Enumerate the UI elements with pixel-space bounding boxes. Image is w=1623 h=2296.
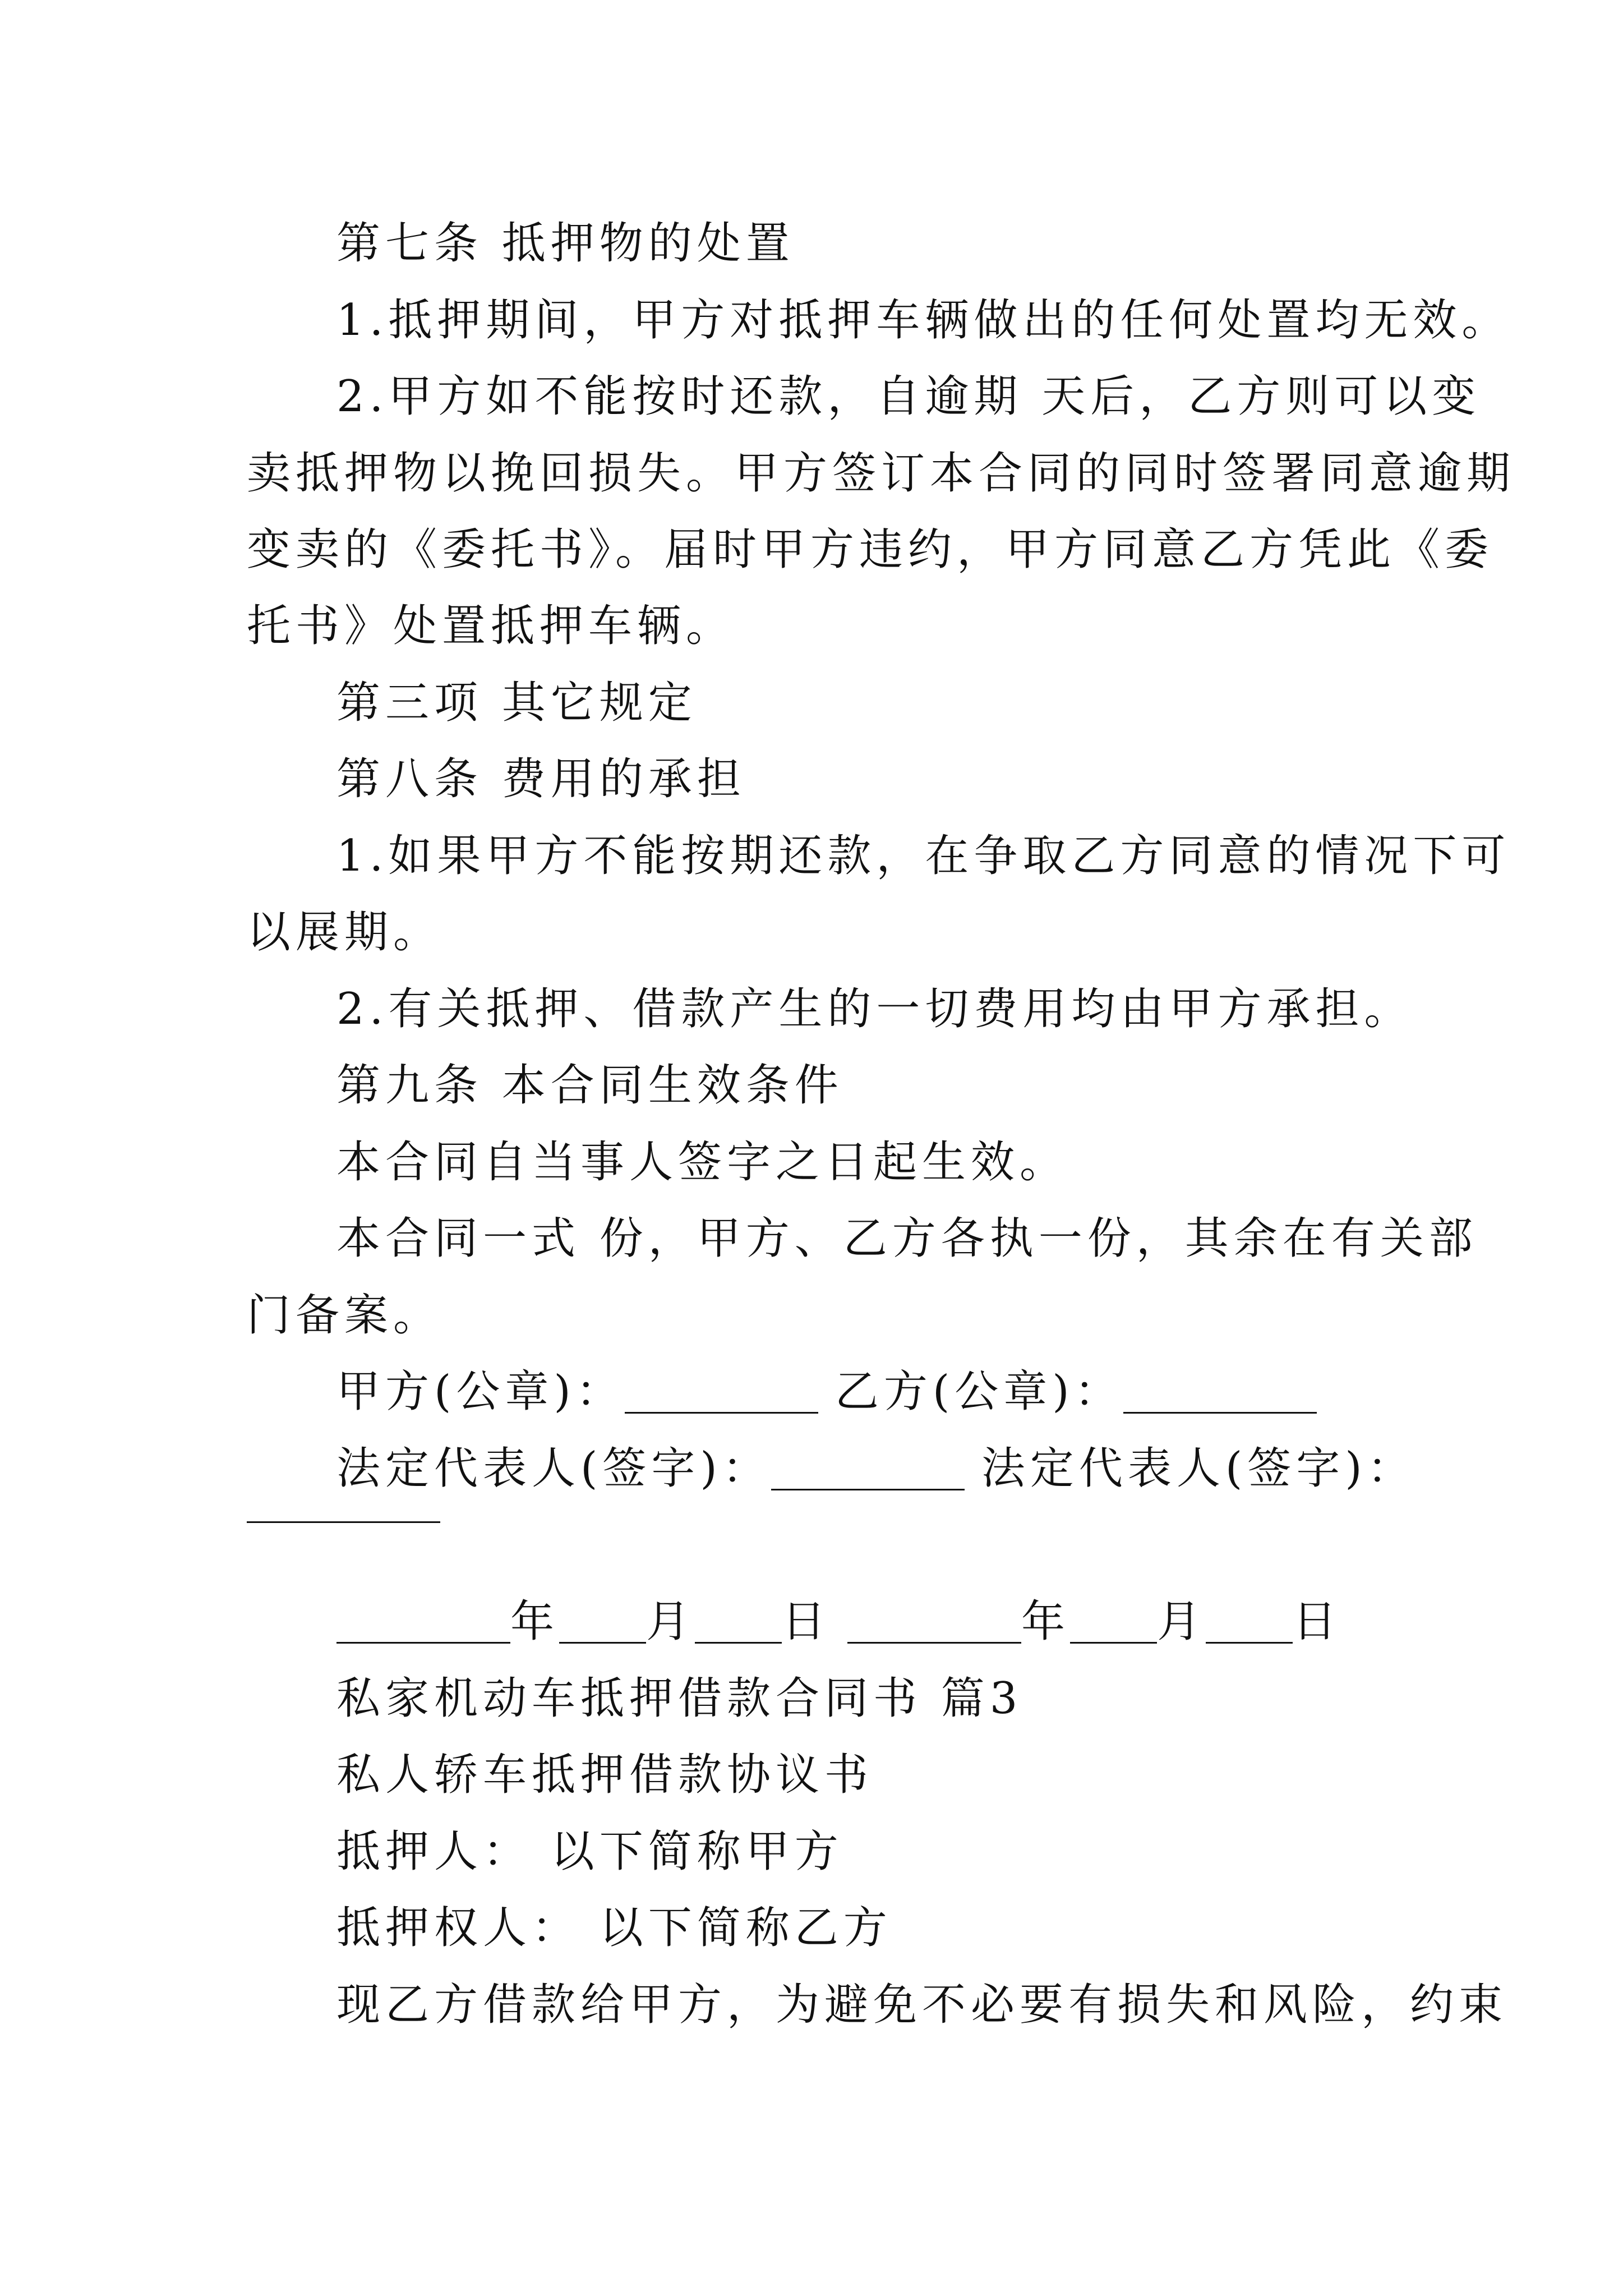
paragraph: 变卖的《委托书》。届时甲方违约，甲方同意乙方凭此《委 — [247, 524, 1494, 575]
party-a-seal-label: 甲方(公章)： — [336, 1366, 625, 1417]
date-row — [247, 1596, 1376, 1647]
contract-title: 私家机动车抵押借款合同书 篇3 — [336, 1673, 1023, 1724]
paragraph: 门备案。 — [247, 1290, 442, 1341]
party-a-rep-label: 法定代表人(签字)： — [336, 1443, 771, 1494]
article-9-heading: 第九条 本合同生效条件 — [336, 1060, 843, 1111]
day-label: 日 — [782, 1596, 831, 1647]
paragraph: 现乙方借款给甲方，为避免不必要有损失和风险，约束 — [336, 1980, 1508, 2030]
party-b-seal-blank — [1123, 1373, 1317, 1414]
month-blank — [1070, 1603, 1157, 1644]
agreement-title: 私人轿车抵押借款协议书 — [336, 1750, 874, 1800]
party-b-rep-label: 法定代表人(签字)： — [981, 1443, 1416, 1494]
representative-row — [247, 1443, 1416, 1494]
article-8-heading: 第八条 费用的承担 — [336, 754, 746, 804]
section-3-heading: 第三项 其它规定 — [336, 678, 697, 728]
seal-row — [247, 1366, 1376, 1417]
paragraph: 卖抵押物以挽回损失。甲方签订本合同的同时签署同意逾期 — [247, 448, 1516, 499]
year-blank — [847, 1603, 1021, 1644]
paragraph: 1.如果甲方不能按期还款，在争取乙方同意的情况下可 — [336, 831, 1511, 881]
paragraph: 2.甲方如不能按时还款，自逾期 天后，乙方则可以变 — [336, 371, 1481, 422]
party-b-seal-label: 乙方(公章)： — [834, 1366, 1123, 1417]
paragraph: 1.抵押期间，甲方对抵押车辆做出的任何处置均无效。 — [336, 295, 1511, 346]
article-7-heading: 第七条 抵押物的处置 — [336, 218, 795, 269]
paragraph: 托书》处置抵押车辆。 — [247, 601, 735, 651]
month-label: 月 — [646, 1596, 695, 1647]
mortgagor-line: 抵押人： 以下简称甲方 — [336, 1826, 843, 1877]
paragraph: 2.有关抵押、借款产生的一切费用均由甲方承担。 — [336, 984, 1413, 1034]
day-blank — [1206, 1603, 1293, 1644]
year-label: 年 — [510, 1596, 560, 1647]
month-label: 月 — [1157, 1596, 1206, 1647]
mortgagee-line: 抵押权人： 以下简称乙方 — [336, 1903, 892, 1953]
day-label: 日 — [1293, 1596, 1342, 1647]
year-blank — [336, 1603, 510, 1644]
month-blank — [559, 1603, 646, 1644]
paragraph: 以展期。 — [247, 907, 442, 958]
party-a-rep-blank — [771, 1450, 965, 1490]
party-b-rep-blank — [247, 1521, 440, 1523]
paragraph: 本合同一式 份，甲方、乙方各执一份，其余在有关部 — [336, 1213, 1478, 1264]
party-a-seal-blank — [625, 1373, 818, 1414]
day-blank — [695, 1603, 782, 1644]
paragraph: 本合同自当事人签字之日起生效。 — [336, 1137, 1069, 1188]
year-label: 年 — [1021, 1596, 1071, 1647]
